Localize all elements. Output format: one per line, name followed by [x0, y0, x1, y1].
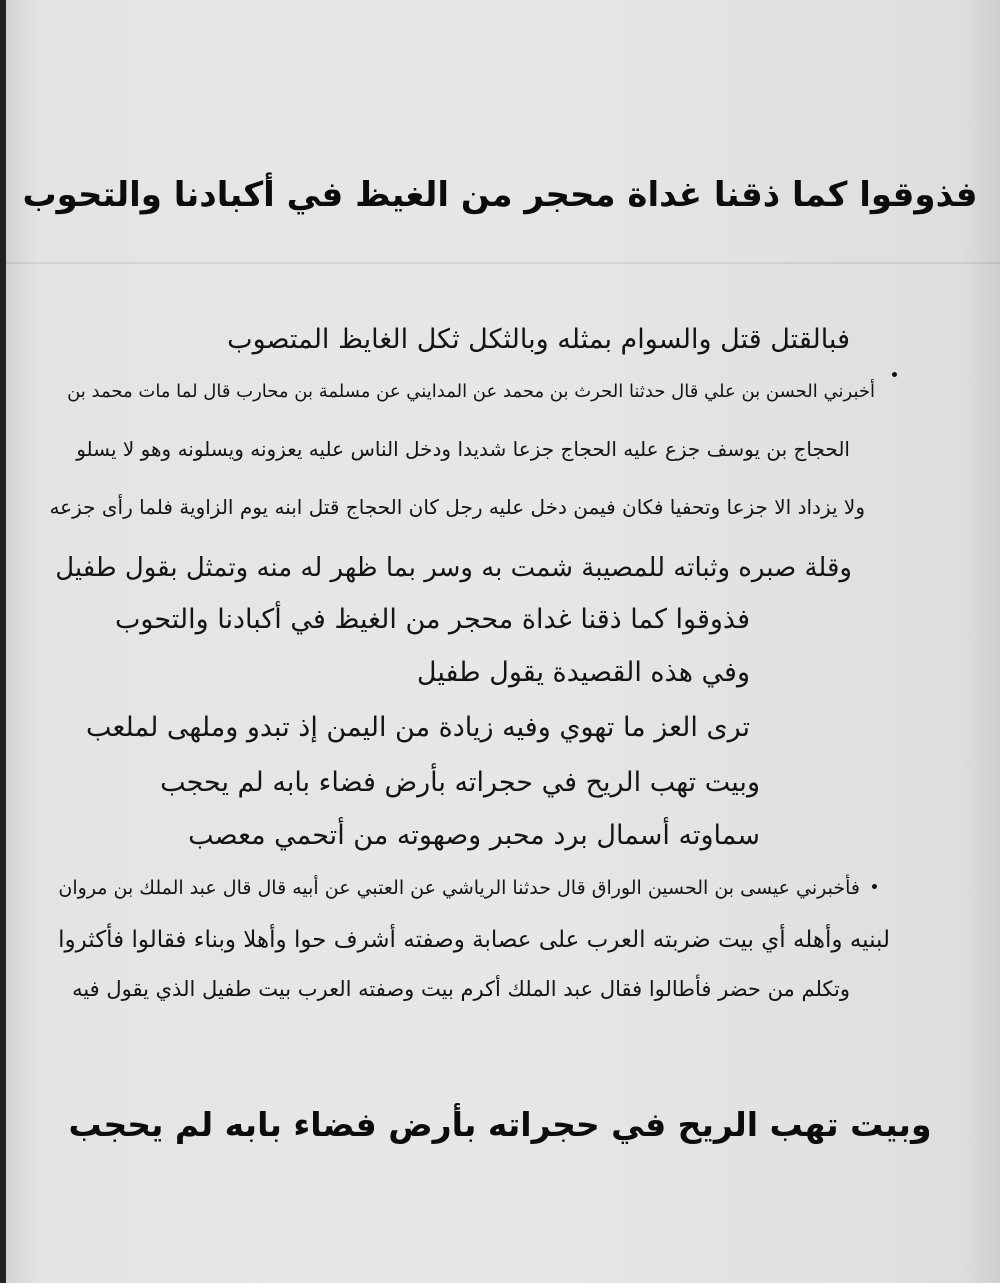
verse-line-1: ترى العز ما تهوي وفيه زيادة من اليمن إذ تبدو وملهى لملعب [85, 712, 750, 743]
margin-mark [872, 884, 877, 889]
text-line-4: ولا يزداد الا جزعا وتحفيا فكان فيمن دخل عليه رجل كان الحجاج قتل ابنه يوم الزاوية فلما رأى جزعه [49, 495, 865, 519]
text-line-9: لبنيه وأهله أي بيت ضربته العرب على عصابة وصفته أشرف حوا وأهلا وبناء فقالوا فأكثروا [58, 927, 890, 953]
text-line-2: أخبرني الحسن بن علي قال حدثنا الحرث بن محمد عن المدايني عن مسلمة بن محارب قال لما مات محمد بن [67, 381, 875, 402]
margin-mark [892, 372, 897, 377]
text-line-1: فبالقتل قتل والسوام بمثله وبالثكل ثكل الغايظ المتصوب [227, 324, 850, 355]
text-line-3: الحجاج بن يوسف جزع عليه الحجاج جزعا شديدا ودخل الناس عليه يعزونه ويسلونه وهو لا يسلو [76, 437, 850, 461]
heading-verse-bottom: وبيت تهب الريح في حجراته بأرض فضاء بابه لم يحجب [68, 1105, 932, 1144]
text-line-7: وفي هذه القصيدة يقول طفيل [416, 657, 750, 688]
verse-line-3: سماوته أسمال برد محبر وصهوته من أتحمي معصب [188, 820, 760, 851]
heading-verse-top: فذوقوا كما ذقنا غداة محجر من الغيظ في أكبادنا والتحوب [22, 175, 978, 215]
text-line-6: فذوقوا كما ذقنا غداة محجر من الغيظ في أكبادنا والتحوب [114, 604, 750, 635]
paper-fold [6, 262, 1000, 264]
verse-line-2: وبيت تهب الريح في حجراته بأرض فضاء بابه لم يحجب [160, 767, 760, 798]
binding-edge [0, 0, 6, 1283]
text-line-5: وقلة صبره وثباته للمصيبة شمت به وسر بما ظهر له منه وتمثل بقول طفيل [55, 553, 852, 583]
text-line-8: فأخبرني عيسى بن الحسين الوراق قال حدثنا الرياشي عن العتبي عن أبيه قال قال عبد الملك بن مروان [58, 877, 860, 899]
text-line-10: وتكلم من حضر فأطالوا فقال عبد الملك أكرم بيت وصفته العرب بيت طفيل الذي يقول فيه [72, 977, 850, 1001]
